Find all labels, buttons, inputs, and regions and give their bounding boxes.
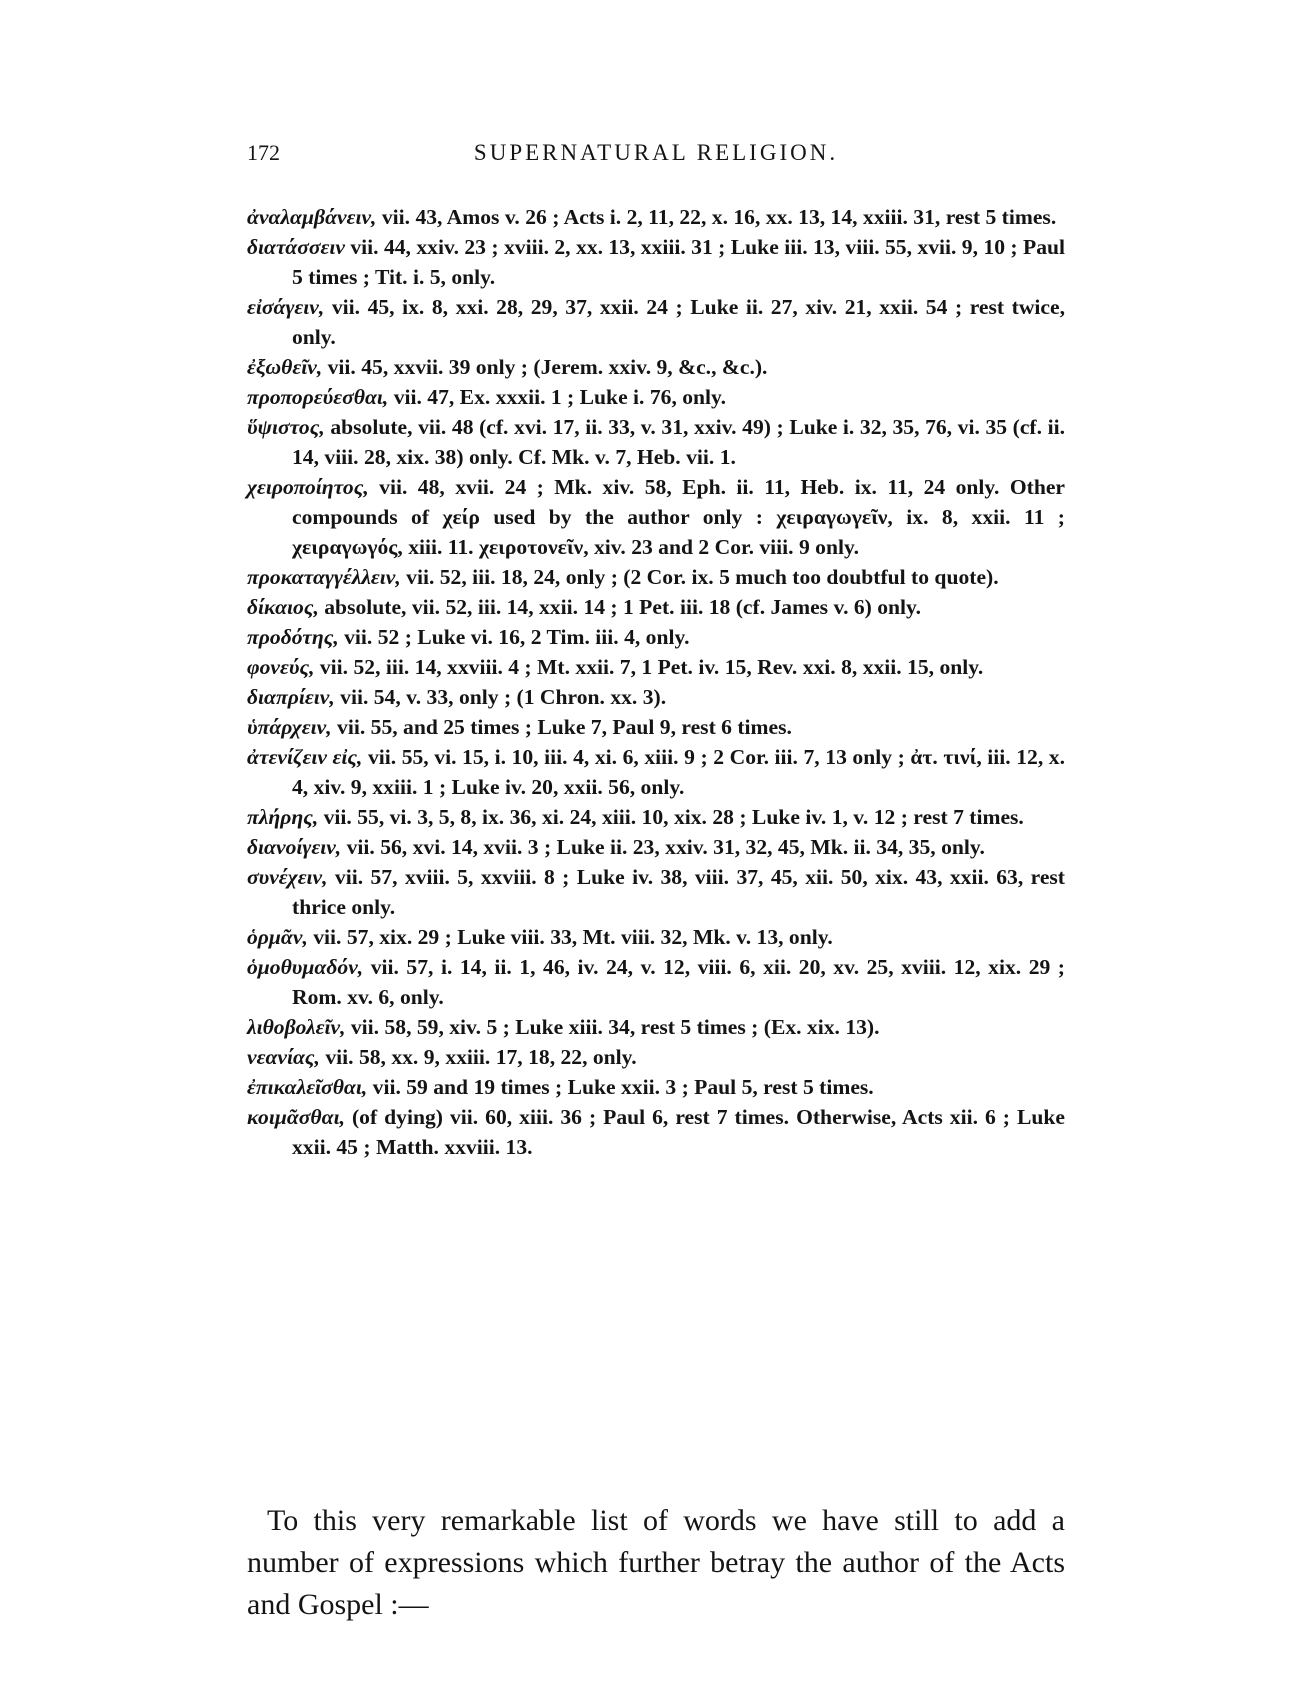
- references: vii. 57, i. 14, ii. 1, 46, iv. 24, v. 12, viii. 6, xii. 20, xv. 25, xviii. 12, xix. 29 ; Rom. xv. 6, only.: [292, 955, 1065, 1009]
- word-entry: [247, 832, 1065, 862]
- references: vii. 52, iii. 14, xxviii. 4 ; Mt. xxii. 7, 1 Pet. iv. 15, Rev. xxi. 8, xxii. 15, only.: [314, 655, 984, 679]
- references: vii. 54, v. 33, only ; (1 Chron. xx. 3).: [334, 685, 667, 709]
- word-entry: [247, 1012, 1065, 1042]
- greek-headword: ὁρμᾶν,: [247, 925, 308, 949]
- greek-headword: πλήρης,: [247, 805, 319, 829]
- word-entry: [247, 652, 1065, 682]
- references: vii. 43, Amos v. 26 ; Acts i. 2, 11, 22, x. 16, xx. 13, 14, xxiii. 31, rest 5 times.: [376, 205, 1057, 229]
- references: vii. 55, vi. 3, 5, 8, ix. 36, xi. 24, xiii. 10, xix. 28 ; Luke iv. 1, v. 12 ; rest 7 times.: [318, 805, 1024, 829]
- greek-headword: προπορεύεσθαι,: [247, 385, 389, 409]
- word-entry: [247, 1102, 1065, 1162]
- greek-headword: ἀναλαμβάνειν,: [247, 205, 377, 229]
- word-entry: [247, 592, 1065, 622]
- references: vii. 48, xvii. 24 ; Mk. xiv. 58, Eph. ii. 11, Heb. ix. 11, 24 only. Other compounds of χείρ used by the author only : χειραγωγεῖν, ix. 8, xxii. 11 ; χειραγωγός, xiii. 11. χειροτονεῖν, xiv. 23 and 2 Cor. viii. 9 only.: [292, 475, 1065, 559]
- greek-headword: ἐξωθεῖν,: [247, 355, 323, 379]
- references: vii. 44, xxiv. 23 ; xviii. 2, xx. 13, xxiii. 31 ; Luke iii. 13, viii. 55, xvii. 9, 10 ; Paul 5 times ; Tit. i. 5, only.: [292, 235, 1065, 289]
- greek-headword: διαπρίειν,: [247, 685, 335, 709]
- word-entry: [247, 1072, 1065, 1102]
- references: vii. 45, xxvii. 39 only ; (Jerem. xxiv. 9, &c., &c.).: [322, 355, 768, 379]
- references: absolute, vii. 48 (cf. xvi. 17, ii. 33, v. 31, xxiv. 49) ; Luke i. 32, 35, 76, vi. 35 (cf. ii. 14, viii. 28, xix. 38) only. Cf. Mk. v. 7, Heb. vii. 1.: [292, 415, 1065, 469]
- greek-headword: κοιμᾶσθαι,: [247, 1105, 345, 1129]
- word-entry: [247, 562, 1065, 592]
- word-entry: [247, 1042, 1065, 1072]
- word-entry: [247, 742, 1065, 802]
- greek-headword: νεανίας,: [247, 1045, 320, 1069]
- greek-headword: ὕψιστος,: [247, 415, 325, 439]
- greek-headword: χειροποίητος,: [247, 475, 369, 499]
- word-entry: [247, 382, 1065, 412]
- references: vii. 52, iii. 18, 24, only ; (2 Cor. ix. 5 much too doubtful to quote).: [400, 565, 999, 589]
- word-entry: [247, 682, 1065, 712]
- references: absolute, vii. 52, iii. 14, xxii. 14 ; 1 Pet. iii. 18 (cf. James v. 6) only.: [318, 595, 922, 619]
- greek-headword: διατάσσειν: [247, 235, 345, 259]
- word-entry: [247, 232, 1065, 292]
- references: vii. 59 and 19 times ; Luke xxii. 3 ; Paul 5, rest 5 times.: [367, 1075, 874, 1099]
- word-list: [247, 202, 1065, 1162]
- greek-headword: συνέχειν,: [247, 865, 328, 889]
- references: vii. 55, vi. 15, i. 10, iii. 4, xi. 6, xiii. 9 ; 2 Cor. iii. 7, 13 only ; ἀτ. τινί, iii. 12, x. 4, xiv. 9, xxiii. 1 ; Luke iv. 20, xxii. 56, only.: [292, 745, 1066, 799]
- closing-paragraph: To this very remarkable list of words we have still to add a number of expressions which further betray the author of the Acts and Gospel :—: [247, 1504, 1065, 1621]
- greek-headword: ὁμοθυμαδόν,: [247, 955, 364, 979]
- references: vii. 52 ; Luke vi. 16, 2 Tim. iii. 4, only.: [338, 625, 690, 649]
- references: vii. 58, xx. 9, xxiii. 17, 18, 22, only.: [319, 1045, 637, 1069]
- word-entry: [247, 292, 1065, 352]
- greek-headword: προδότης,: [247, 625, 339, 649]
- greek-headword: δίκαιος,: [247, 595, 319, 619]
- greek-headword: ἀτενίζειν εἰς,: [247, 745, 363, 769]
- greek-headword: ὑπάρχειν,: [247, 715, 332, 739]
- greek-headword: λιθοβολεῖν,: [247, 1015, 346, 1039]
- word-entry: [247, 952, 1065, 1012]
- page-number: 172: [247, 140, 280, 165]
- references: vii. 58, 59, xiv. 5 ; Luke xiii. 34, rest 5 times ; (Ex. xix. 13).: [345, 1015, 880, 1039]
- word-entry: [247, 202, 1065, 232]
- running-title: SUPERNATURAL RELIGION.: [473, 140, 839, 165]
- references: vii. 57, xix. 29 ; Luke viii. 33, Mt. viii. 32, Mk. v. 13, only.: [307, 925, 833, 949]
- word-entry: [247, 352, 1065, 382]
- word-entry: [247, 712, 1065, 742]
- references: vii. 47, Ex. xxxii. 1 ; Luke i. 76, only.: [388, 385, 727, 409]
- references: vii. 57, xviii. 5, xxviii. 8 ; Luke iv. 38, viii. 37, 45, xii. 50, xix. 43, xxii. 63, rest thrice only.: [292, 865, 1065, 919]
- greek-headword: ἐπικαλεῖσθαι,: [247, 1075, 368, 1099]
- word-entry: [247, 922, 1065, 952]
- page-header: [247, 140, 1065, 174]
- word-entry: [247, 472, 1065, 562]
- word-entry: [247, 622, 1065, 652]
- references: vii. 45, ix. 8, xxi. 28, 29, 37, xxii. 24 ; Luke ii. 27, xiv. 21, xxii. 54 ; rest twice, only.: [292, 295, 1065, 349]
- references: vii. 56, xvi. 14, xvii. 3 ; Luke ii. 23, xxiv. 31, 32, 45, Mk. ii. 34, 35, only.: [341, 835, 985, 859]
- references: (of dying) vii. 60, xiii. 36 ; Paul 6, rest 7 times. Otherwise, Acts xii. 6 ; Luke xxii. 45 ; Matth. xxviii. 13.: [292, 1105, 1065, 1159]
- word-entry: [247, 412, 1065, 472]
- word-entry: [247, 862, 1065, 922]
- references: vii. 55, and 25 times ; Luke 7, Paul 9, rest 6 times.: [331, 715, 792, 739]
- greek-headword: προκαταγγέλλειν,: [247, 565, 401, 589]
- word-entry: [247, 802, 1065, 832]
- greek-headword: διανοίγειν,: [247, 835, 342, 859]
- greek-headword: εἰσάγειν,: [247, 295, 325, 319]
- greek-headword: φονεύς,: [247, 655, 315, 679]
